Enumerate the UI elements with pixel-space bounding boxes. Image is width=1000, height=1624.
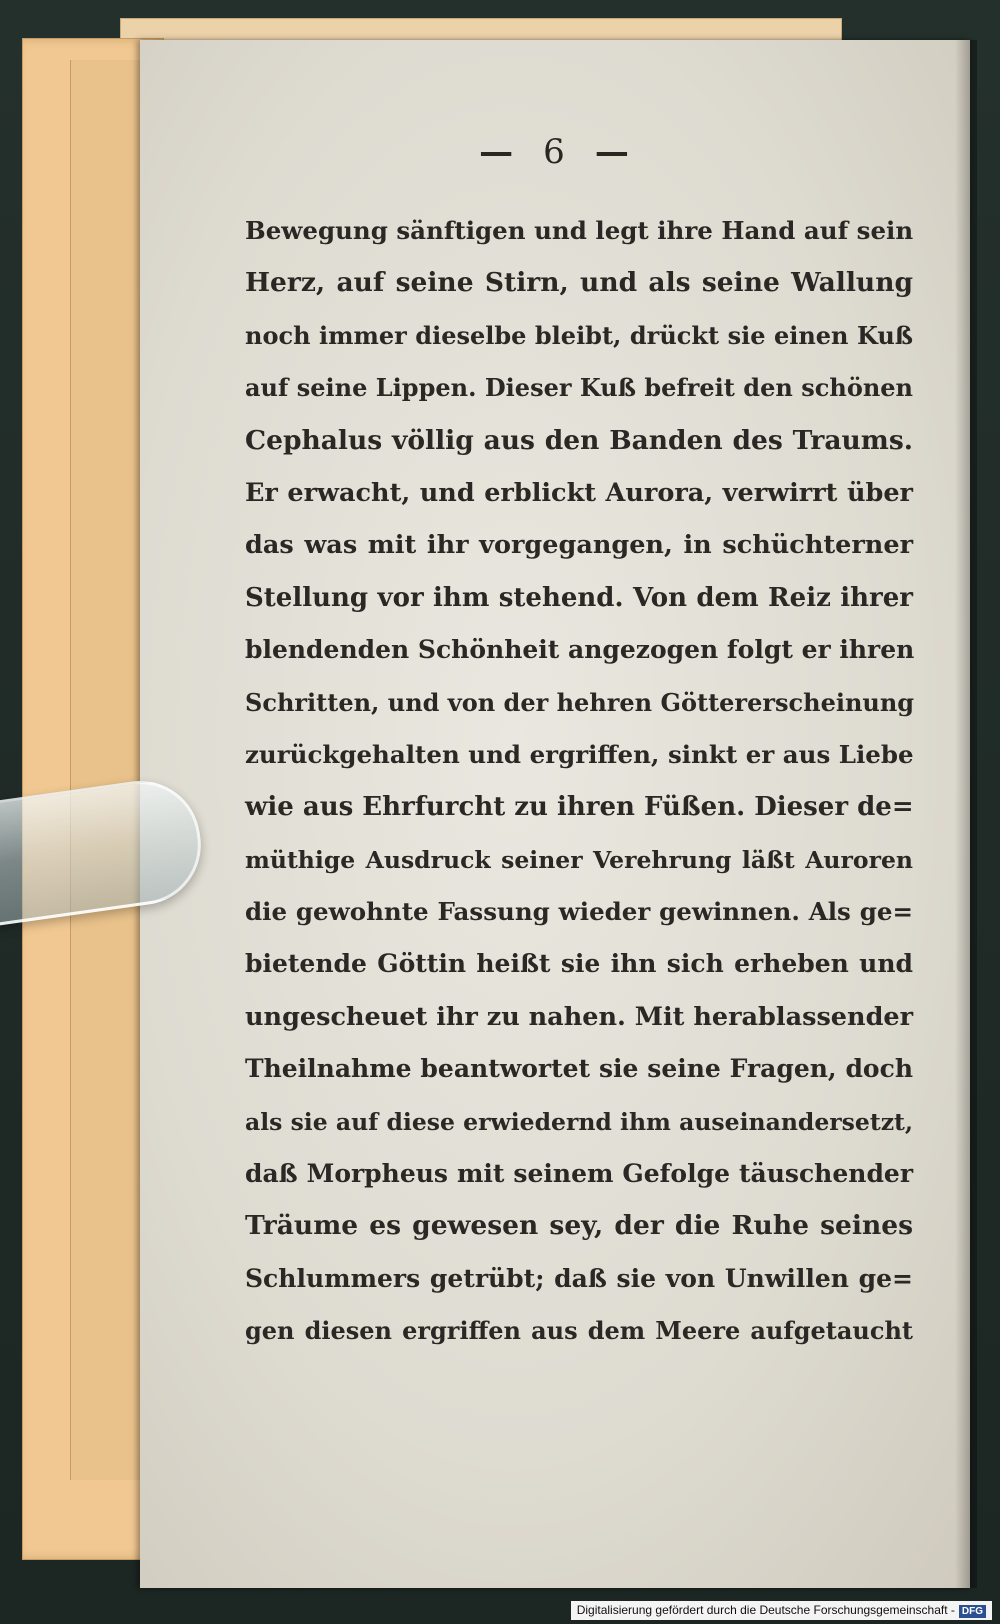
dfg-logo: DFG [959, 1605, 986, 1618]
text-line: blendenden Schönheit angezogen folgt er ihren [245, 635, 915, 665]
header-dash-right: — [594, 132, 631, 172]
text-line: bietende Göttin heißt sie ihn sich erheben und [245, 949, 913, 979]
text-line: ungescheuet ihr zu nahen. Mit herablassender [245, 1001, 914, 1032]
text-line: Theilnahme beantwortet sie seine Fragen, doch [245, 1054, 913, 1084]
body-text [245, 205, 913, 1358]
text-line: Herz, auf seine Stirn, und als seine Wallung [245, 267, 913, 299]
text-line: Schlummers getrübt; daß sie von Unwillen ge= [245, 1263, 913, 1293]
text-line: Bewegung sänftigen und legt ihre Hand auf sein [245, 216, 914, 245]
text-line: gen diesen ergriffen aus dem Meere aufgetaucht [245, 1316, 913, 1346]
text-line: als sie auf diese erwiedernd ihm auseinandersetzt, [245, 1107, 914, 1136]
text-line: noch immer dieselbe bleibt, drückt sie einen Kuß [245, 320, 913, 350]
text-line: zurückgehalten und ergriffen, sinkt er aus Liebe [245, 739, 914, 769]
text-line: Er erwacht, und erblickt Aurora, verwirrt über [245, 477, 913, 508]
text-line: müthige Ausdruck seiner Verehrung läßt Auroren [245, 845, 913, 874]
page-header [140, 132, 970, 172]
text-line: auf seine Lippen. Dieser Kuß befreit den schönen [245, 373, 913, 403]
text-line: die gewohnte Fassung wieder gewinnen. Als ge= [245, 897, 913, 927]
text-line: Stellung vor ihm stehend. Von dem Reiz ihrer [245, 582, 913, 613]
header-dash-left: — [479, 132, 516, 172]
text-line: Schritten, und von der hehren Göttererscheinung [245, 687, 915, 717]
text-line: wie aus Ehrfurcht zu ihren Füßen. Dieser de= [245, 792, 914, 823]
text-line: daß Morpheus mit seinem Gefolge täuschender [245, 1159, 913, 1189]
page-gutter-shadow [955, 40, 977, 1588]
text-line: das was mit ihr vorgegangen, in schüchterner [245, 530, 913, 561]
credit-text: Digitalisierung gefördert durch die Deutsche Forschungsgemeinschaft - [576, 1603, 955, 1617]
text-line: Cephalus völlig aus den Banden des Traums. [245, 424, 913, 456]
page-number: 6 [543, 132, 567, 172]
book-page [140, 40, 970, 1588]
text-line: Träume es gewesen sey, der die Ruhe seines [245, 1210, 913, 1242]
digitization-credit [571, 1601, 992, 1620]
